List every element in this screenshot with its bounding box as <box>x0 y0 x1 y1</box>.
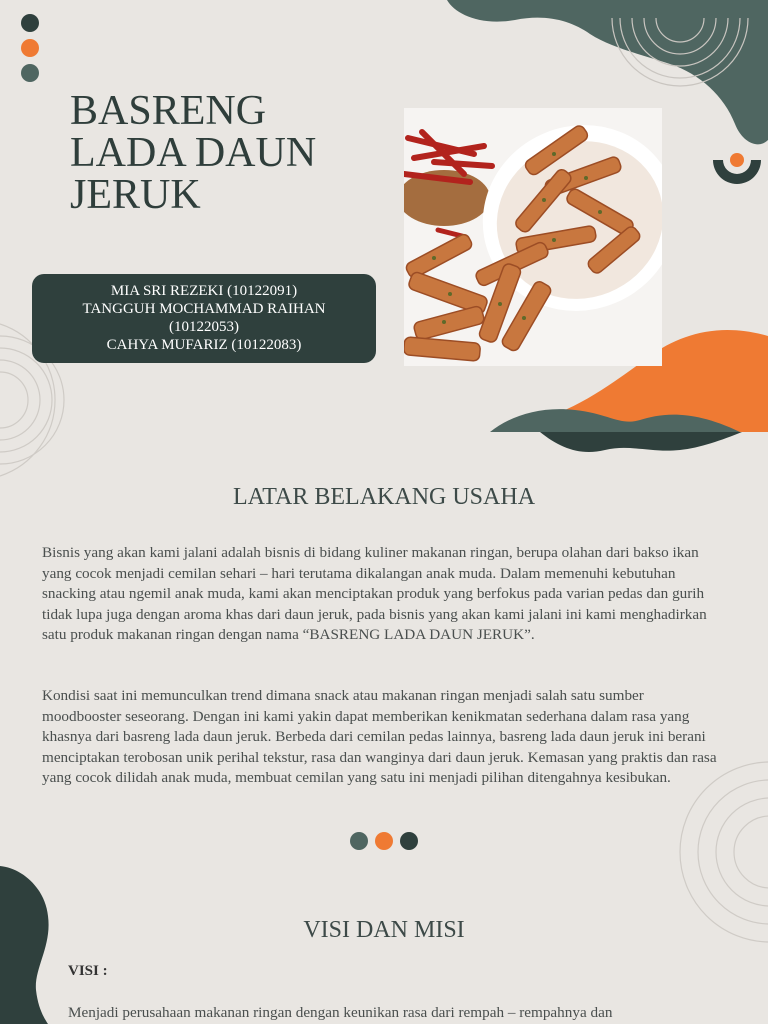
dot-orange-top <box>21 39 39 57</box>
latar-paragraph-1: Bisnis yang akan kami jalani adalah bisnis di bidang kuliner makanan ringan, berupa olahan dari bakso ikan yang cocok menjadi cemilan sehari – hari terutama dikalangan anak muda. Dalam memenuhi kebutuhan snacking atau ngemil anak muda, kami akan menciptakan produk yang berfokus pada varian pedas dan gurih tidak lupa juga dengan aroma khas dari daun jeruk, pada bisnis yang akan kami jalani ini kami menghadirkan satu produk makanan ringan dengan nama “BASRENG LADA DAUN JERUK”. <box>42 544 707 644</box>
basreng-chips-photo <box>404 108 662 366</box>
author-line-2: TANGGUH MOCHAMMAD RAIHAN <box>82 301 326 317</box>
author-line-3: (10122053) <box>169 319 239 335</box>
title-line-1: BASRENG <box>70 88 267 134</box>
author-line-4: CAHYA MUFARIZ (10122083) <box>106 337 302 353</box>
concentric-circles-right <box>680 762 768 942</box>
visi-misi-heading: VISI DAN MISI <box>303 917 465 943</box>
visi-label: VISI : <box>68 963 108 979</box>
visi-text: Menjadi perusahaan makanan ringan dengan keunikan rasa dari rempah – rempahnya dan <box>68 1004 613 1021</box>
bottom-left-blob <box>0 866 49 1024</box>
authors-box <box>32 274 376 363</box>
dot-dark-mid <box>400 832 418 850</box>
page-title <box>70 90 370 216</box>
dark-wave <box>540 432 742 452</box>
latar-belakang-heading: LATAR BELAKANG USAHA <box>232 484 536 510</box>
author-line-1: MIA SRI REZEKI (10122091) <box>110 283 298 299</box>
dot-slate-mid <box>350 832 368 850</box>
dot-slate-top <box>21 64 39 82</box>
title-line-2: LADA DAUN <box>70 130 317 176</box>
latar-paragraph-2: Kondisi saat ini memunculkan trend dimana snack atau makanan ringan menjadi salah satu sumber moodbooster seseorang. Dengan ini kami yakin dapat memberikan kenikmatan sederhana dalam rasa yang khasnya dari basreng lada daun jeruk. Berbeda dari cemilan pedas lainnya, basreng lada daun jeruk ini berani menciptakan terobosan unik perihal tekstur, rasa dan wanginya dari daun jeruk. Kemasan yang praktis dan rasa yang cocok dilidah anak muda, membuat cemilan yang satu ini menjadi pilihan ditengahnya kesibukan. <box>42 687 717 787</box>
title-line-3: JERUK <box>70 172 201 218</box>
dot-orange-mid <box>375 832 393 850</box>
dot-dark-top <box>21 14 39 32</box>
orange-small-dot <box>730 153 744 167</box>
